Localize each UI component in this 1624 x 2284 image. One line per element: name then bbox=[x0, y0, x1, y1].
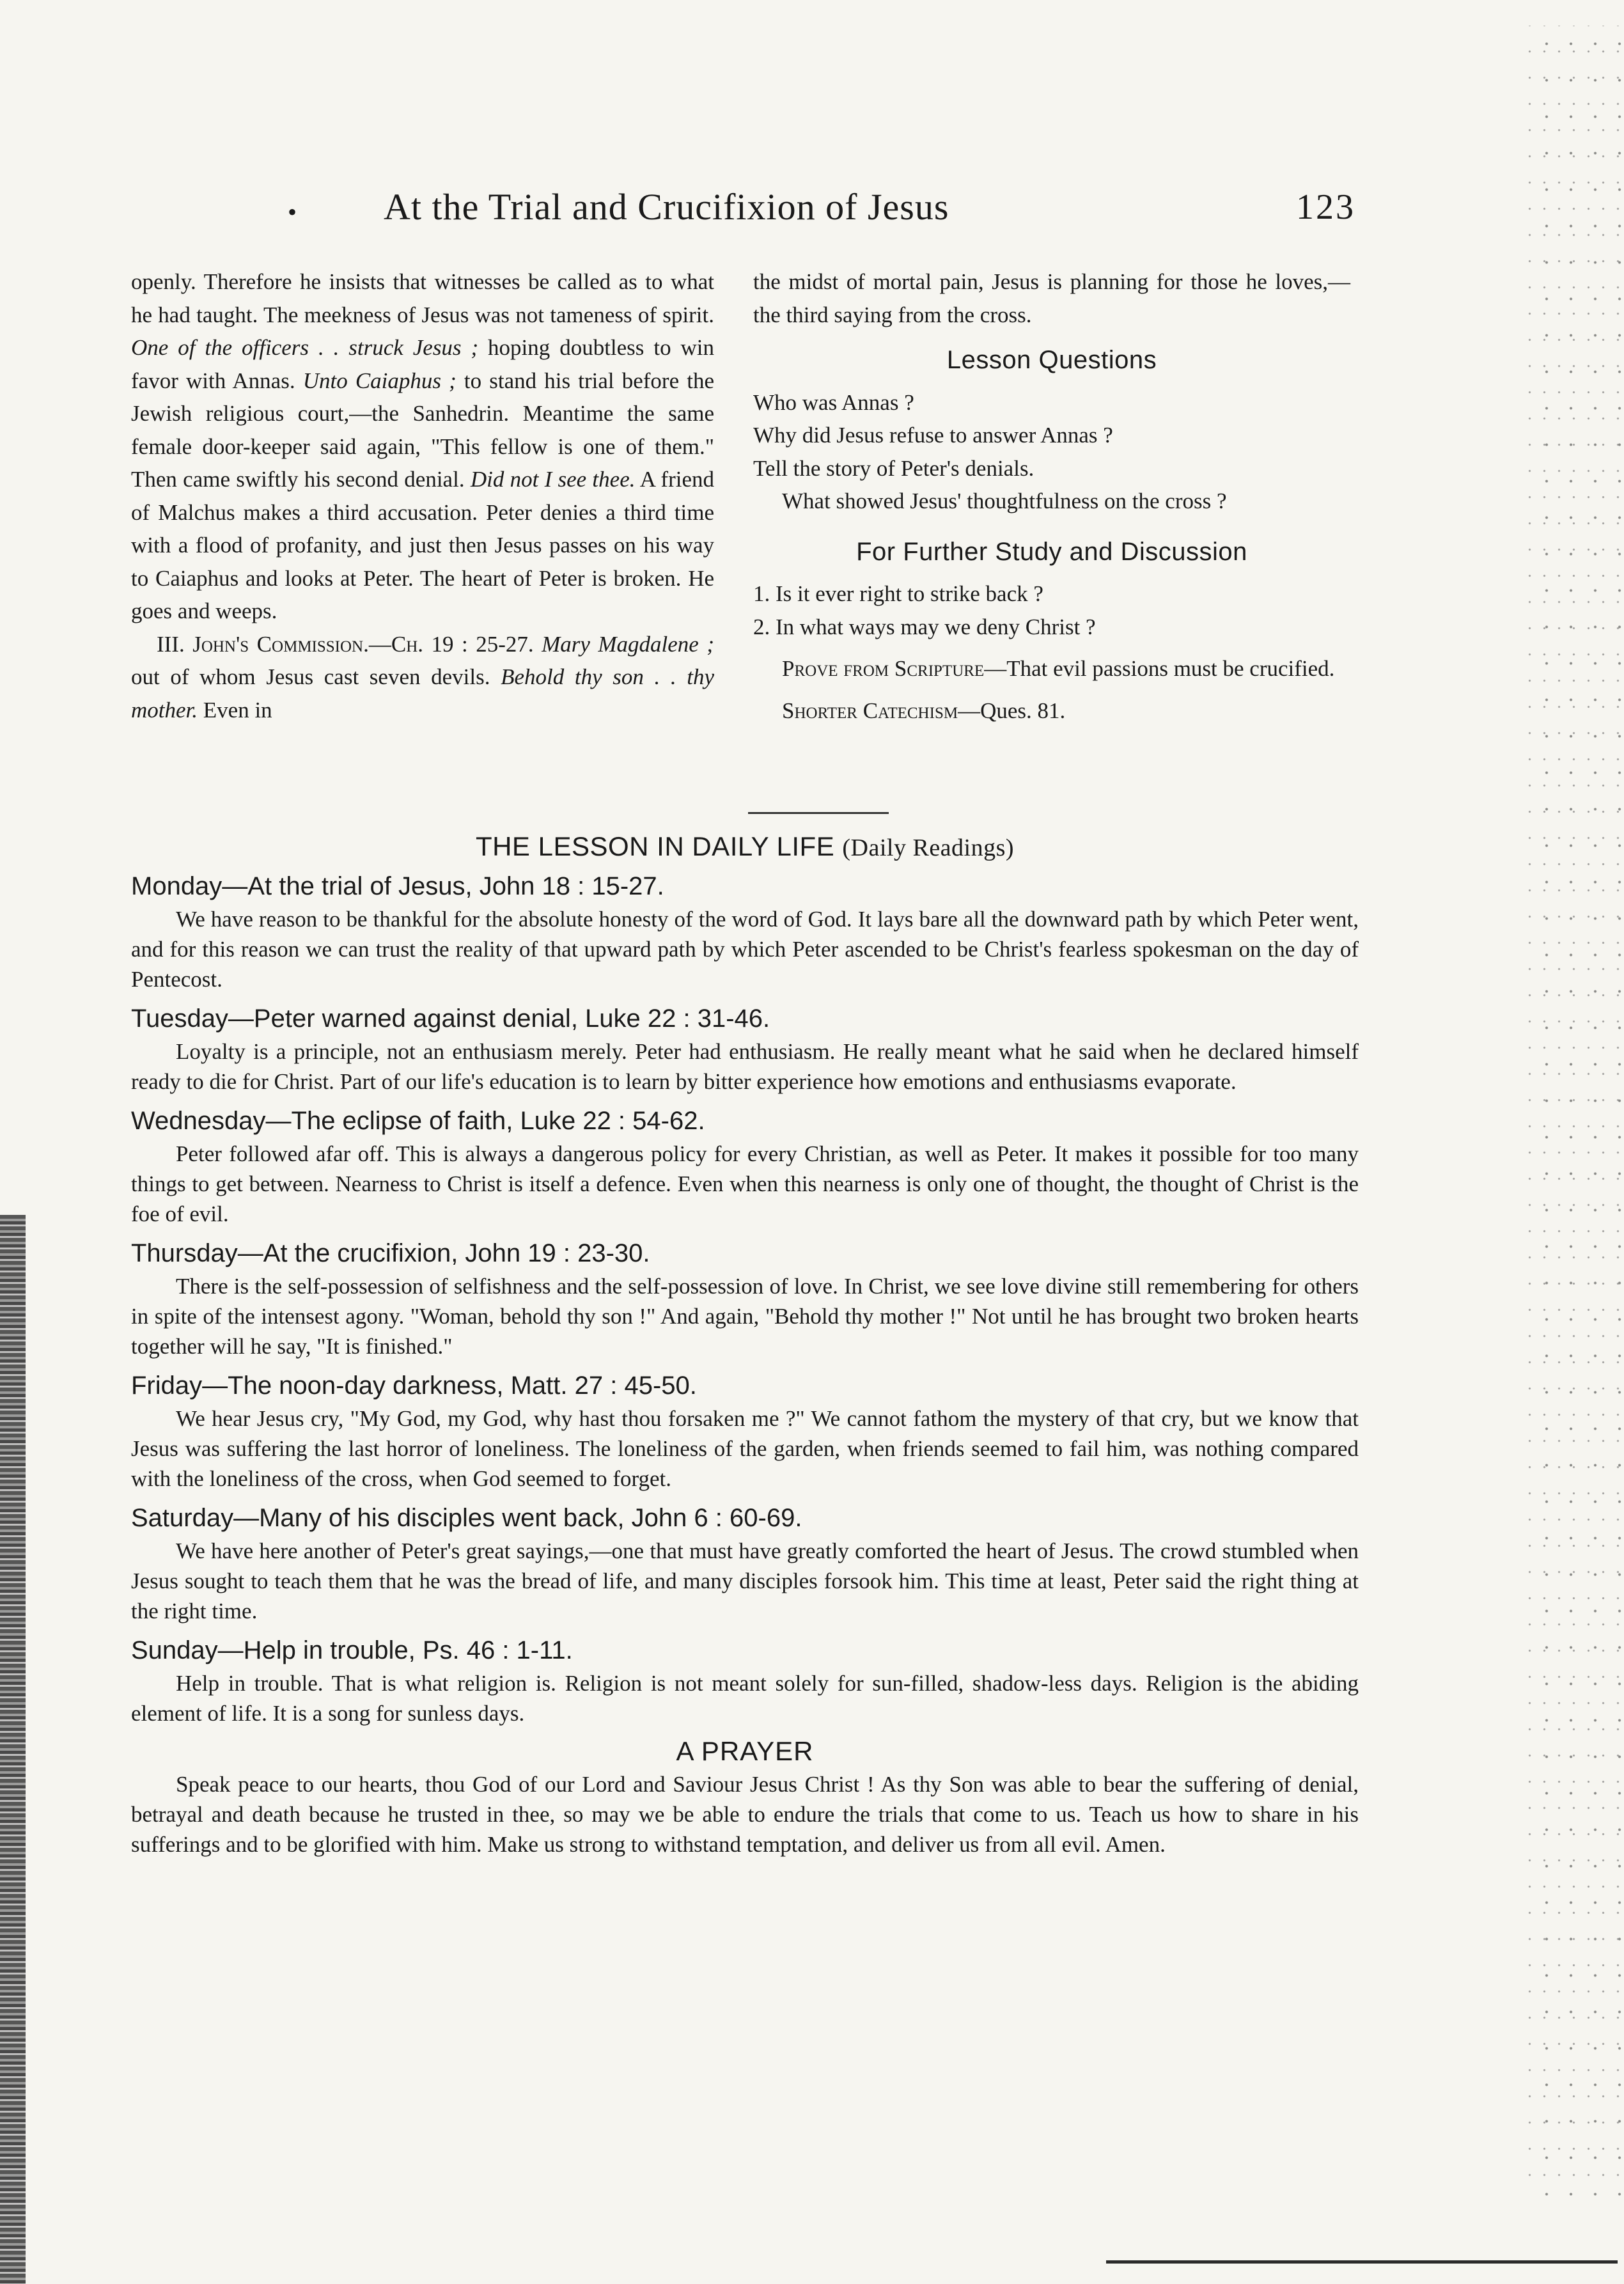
text-run: to stand his trial before the Jewish religious court,—the Sanhedrin. Meantime the same female door-keeper said again, "This fellow is one of them." Then came swiftly his second denial. bbox=[131, 368, 714, 492]
shorter-catechism bbox=[753, 694, 1350, 728]
section-divider bbox=[748, 812, 889, 814]
day-heading: Sunday—Help in trouble, Ps. 46 : 1-11. bbox=[131, 1636, 573, 1664]
daily-title-text: THE LESSON IN DAILY LIFE bbox=[475, 831, 835, 861]
question-item: Why did Jesus refuse to answer Annas ? bbox=[753, 423, 1113, 448]
day-text: Help in trouble. That is what religion is. Religion is not meant solely for sun-filled, shadow-less days. Religion is the abiding element of life. It is a song for sunless days. bbox=[131, 1671, 1359, 1726]
day-heading: Monday—At the trial of Jesus, John 18 : 15-27. bbox=[131, 872, 664, 900]
daily-title-paren: (Daily Readings) bbox=[842, 834, 1015, 861]
running-header bbox=[288, 185, 1355, 237]
left-column bbox=[131, 265, 714, 726]
left-paragraph-2 bbox=[131, 628, 714, 727]
italic-run: Did not I see thee. bbox=[470, 467, 636, 492]
page-edge-left bbox=[0, 1215, 26, 2284]
italic-run: One of the officers . . struck Jesus ; bbox=[131, 335, 479, 360]
daily-readings-heading bbox=[131, 831, 1359, 862]
day-text: We have reason to be thankful for the absolute honesty of the word of God. It lays bare all the downward path by which Peter went, and for this reason we can trust the reality of that upward path by which Peter ascended to be Christ's fearless spokesman on the day of Pentecost. bbox=[131, 907, 1359, 992]
header-title: At the Trial and Crucifixion of Jesus bbox=[384, 186, 949, 228]
day-monday bbox=[131, 868, 1359, 994]
day-friday bbox=[131, 1368, 1359, 1494]
day-text: There is the self-possession of selfishness and the self-possession of love. In Christ, we see love divine still remembering for others in spite of the intensest agony. "Woman, behold thy son !" And again, "Behold thy mother !" Not until he has brought two broken hearts together will he say, "It is finished." bbox=[131, 1274, 1359, 1359]
italic-run: Unto Caiaphus ; bbox=[302, 368, 457, 393]
question-item: Tell the story of Peter's denials. bbox=[753, 455, 1035, 481]
day-heading: Saturday—Many of his disciples went back, John 6 : 60-69. bbox=[131, 1504, 802, 1532]
prayer-heading: A PRAYER bbox=[676, 1736, 814, 1766]
day-text: We have here another of Peter's great sayings,—one that must have greatly comforted the heart of Jesus. The crowd stumbled when Jesus sought to teach them that he was the bread of life, and many disciples forsook him. This time at least, Peter said the right thing at the right time. bbox=[131, 1538, 1359, 1623]
header-bullet: • bbox=[288, 198, 297, 226]
text-run: Even in bbox=[198, 697, 272, 723]
text-run: openly. Therefore he insists that witnesses be called as to what he had taught. The meekness of Jesus was not tameness of spirit. bbox=[131, 269, 714, 327]
page-number: 123 bbox=[1296, 187, 1355, 227]
prayer-text: Speak peace to our hearts, thou God of our Lord and Saviour Jesus Christ ! As thy Son was able to bear the suffering of denial, betrayal and death because he trusted in thee, so may we be able to endure the trials that come to us. Teach us how to share in his sufferings and to be glorified with him. Make us strong to withstand temptation, and deliver us from all evil. Amen. bbox=[131, 1772, 1359, 1857]
catechism-text: —Ques. 81. bbox=[958, 698, 1066, 723]
catechism-label: Shorter Catechism bbox=[782, 698, 958, 723]
prove-label: Prove from Scripture bbox=[782, 656, 985, 681]
bottom-rule bbox=[1106, 2260, 1618, 2264]
right-column bbox=[753, 265, 1350, 727]
day-sunday bbox=[131, 1632, 1359, 1728]
day-text: We hear Jesus cry, "My God, my God, why hast thou forsaken me ?" We cannot fathom the mystery of that cry, but we know that Jesus was suffering the last horror of loneliness. The loneliness of the garden, when friends seemed to fail him, was nothing compared with the loneliness of the cross, when God seemed to forget. bbox=[131, 1406, 1359, 1491]
question-item: What showed Jesus' thoughtfulness on the cross ? bbox=[782, 489, 1227, 513]
day-heading: Tuesday—Peter warned against denial, Luke 22 : 31-46. bbox=[131, 1005, 770, 1033]
page-edge-right bbox=[1528, 26, 1624, 2200]
italic-run: Mary Magdalene ; bbox=[542, 631, 714, 657]
day-heading: Friday—The noon-day darkness, Matt. 27 : 45-50. bbox=[131, 1372, 697, 1400]
right-intro: the midst of mortal pain, Jesus is planning for those he loves,—the third saying from the cross. bbox=[753, 269, 1350, 327]
text-run: out of whom Jesus cast seven devils. bbox=[131, 664, 501, 689]
prove-from-scripture bbox=[753, 652, 1350, 685]
day-text: Peter followed afar off. This is always a dangerous policy for every Christian, as well as Peter. It makes it possible for too many things to get between. Nearness to Christ is itself a defence. Even when this nearness is only one of thought, the thought of Christ is the foe of evil. bbox=[131, 1141, 1359, 1226]
prove-text: —That evil passions must be crucified. bbox=[984, 656, 1335, 681]
further-item: 1. Is it ever right to strike back ? bbox=[753, 581, 1043, 606]
text-run: A friend of Malchus makes a third accusation. Peter denies a third time with a flood of profanity, and just then Jesus passes on his way to Caiaphus and looks at Peter. The heart of Peter is broken. He goes and weeps. bbox=[131, 467, 714, 623]
lesson-questions-heading: Lesson Questions bbox=[946, 346, 1157, 374]
day-heading: Wednesday—The eclipse of faith, Luke 22 : 54-62. bbox=[131, 1107, 705, 1135]
day-saturday bbox=[131, 1500, 1359, 1626]
section-heading-john-commission: III. John's Commission.—Ch. 19 : 25-27. bbox=[157, 631, 542, 657]
further-study-heading: For Further Study and Discussion bbox=[856, 537, 1247, 566]
italic-run: Behold thy son . . thy mother. bbox=[131, 664, 715, 723]
text-run: hoping doubtless to win favor with Annas. bbox=[131, 335, 714, 393]
question-item: Who was Annas ? bbox=[753, 389, 914, 415]
day-wednesday bbox=[131, 1103, 1359, 1229]
day-text: Loyalty is a principle, not an enthusiasm merely. Peter had enthusiasm. He really meant what he said when he declared himself ready to die for Christ. Part of our life's education is to learn by bitter experience how emotions and enthusiasms evaporate. bbox=[131, 1039, 1359, 1094]
day-tuesday bbox=[131, 1001, 1359, 1097]
left-paragraph-1 bbox=[131, 265, 714, 628]
day-thursday bbox=[131, 1235, 1359, 1361]
day-heading: Thursday—At the crucifixion, John 19 : 23-30. bbox=[131, 1239, 650, 1267]
further-item: 2. In what ways may we deny Christ ? bbox=[753, 614, 1096, 639]
daily-readings-section bbox=[131, 831, 1359, 1859]
